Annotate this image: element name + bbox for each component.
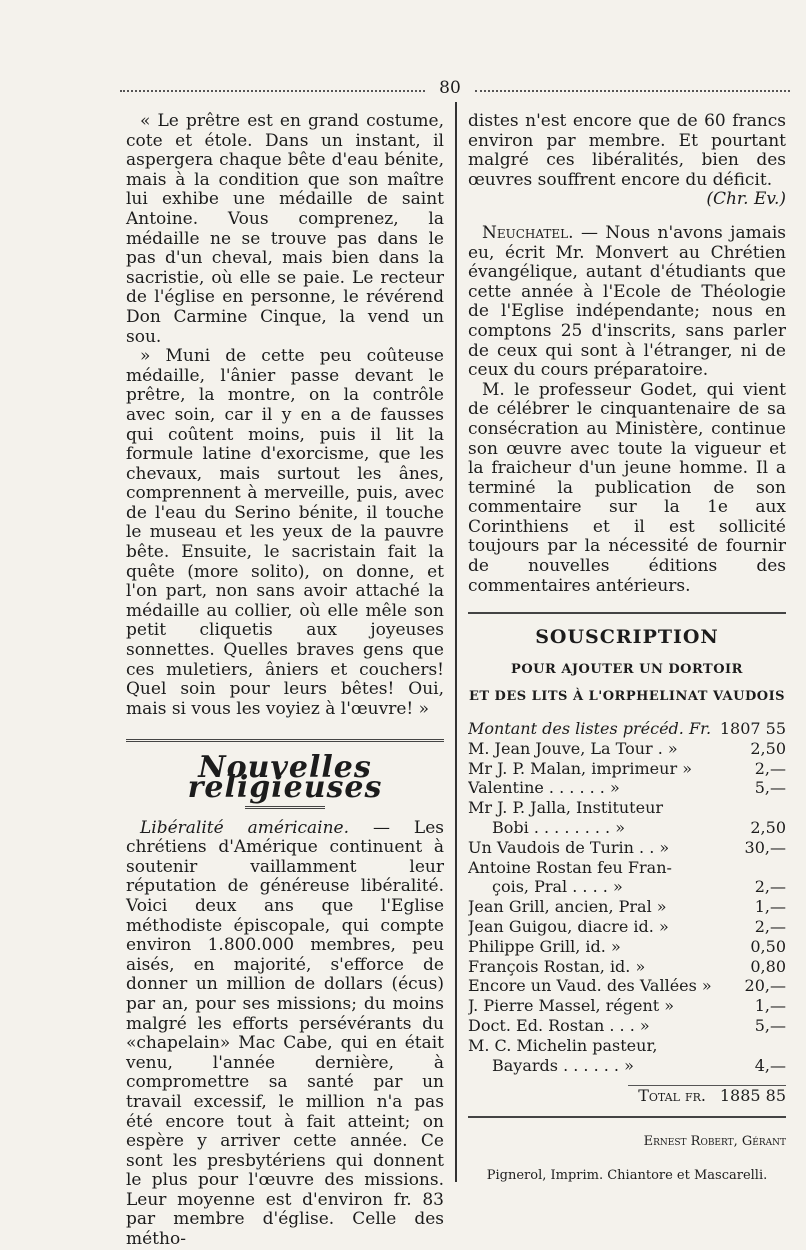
souscription-subtitle: ET DES LITS À L'ORPHELINAT VAUDOIS (468, 689, 786, 705)
list-row: Montant des listes précéd. Fr. 1807 55 (468, 719, 786, 739)
total-label: Total fr. (638, 1086, 706, 1106)
neuchatel-label: Neuchatel. (482, 222, 574, 243)
list-row: M. C. Michelin pasteur, (468, 1035, 658, 1055)
neuchatel-paragraph (468, 224, 786, 381)
list-row: Bobi . . . . . . . . » 2,50 (492, 818, 786, 838)
article-text: — Les chrétiens d'Amérique continuent à soutenir vaillamment leur réputation de généreuse libéralité. Voici deux ans que l'Eglise méthodiste épiscopale, qui compte environ 1.800.000 membres, peu aisés, en majorité, s'efforce de donner un million de dollars (écus) par an, pour ses missions; du moins malgré les efforts persévérants du «chapelain» Mac Cabe, qui en était venu, l'année dernière, à compromettre sa santé par un travail excessif, le million n'a pas été encore tout à fait atteint; on espère y arriver cette année. Ce sont les presbytériens qui donnent le plus pour l'œuvre des missions. Leur moyenne est d'environ fr. 83 par membre d'église. Celle des métho- (126, 817, 444, 1250)
article-paragraph (126, 819, 444, 1250)
section-title: Nouvelles religieuses (187, 750, 383, 805)
continued-paragraph: distes n'est encore que de 60 francs environ par membre. Et pourtant malgré ces libéralités, bien des œuvres souffrent encore du déficit. (468, 111, 786, 190)
list-row: çois, Pral . . . . » 2,— (492, 877, 786, 897)
list-row: Bayards . . . . . . » 4,— (492, 1055, 786, 1075)
total-amount: 1885 85 (719, 1086, 786, 1106)
story-paragraph: « Le prêtre est en grand costume, cote et étole. Dans un instant, il aspergera chaque bête d'eau bénite, mais à la condition que son maître lui exhibe une médaille de saint Antoine. Vous comprenez, la médaille ne se trouve pas dans le pas d'un cheval, mais bien dans la sacristie, où elle se paie. Le recteur de l'église en personne, le révérend Don Carmine Cinque, la vend un sou. (126, 111, 444, 347)
story-paragraph: » Muni de cette peu coûteuse médaille, l'ânier passe devant le prêtre, la montre, on la contrôle avec soin, car il y en a de fausses qui coûtent moins, puis il lit la formule latine d'exorcisme, que les chevaux, mais surtout les ânes, comprennent à merveille, puis, avec de l'eau du Serino bénite, il touche le museau et les yeux de la pauvre bête. Ensuite, le sacristain fait la quête (more solito), on donne, et l'on part, non sans avoir attaché la médaille au collier, où elle mêle son petit cliquetis aux joyeuses sonnettes. Quelles braves gens que ces muletiers, âniers et couchers! Quel soin pour leurs bêtes! Oui, mais si vous les voyiez à l'œuvre! » (126, 346, 444, 719)
total-row (468, 1086, 786, 1106)
printer-line: Pignerol, Imprim. Chiantore et Mascarelli. (486, 1167, 768, 1183)
gerant-signature: Ernest Robert, Gérant (643, 1134, 786, 1150)
souscription-divider (468, 612, 786, 614)
right-column (468, 112, 786, 1185)
page-header (120, 80, 790, 102)
list-row: Jean Guigou, diacre id. » 2,— (468, 917, 786, 936)
godet-paragraph: M. le professeur Godet, qui vient de célébrer le cinquantenaire de sa consécration au Ministère, continue son œuvre avec toute la vigueur et la fraicheur d'un jeune homme. Il a terminé la publication de son commentaire sur la 1e aux Corinthiens et il est sollicité toujours par la nécessité de fournir de nouvelles éditions des commentaires antérieurs. (468, 379, 786, 596)
list-row: Encore un Vaud. des Vallées » 20,— (468, 976, 786, 996)
list-row: Un Vaudois de Turin . . » 30,— (468, 837, 786, 857)
left-column (126, 112, 444, 1250)
list-row: M. Jean Jouve, La Tour . » 2,50 (468, 738, 786, 758)
neuchatel-text: — Nous n'avons jamais eu, écrit Mr. Monvert au Chrétien évangélique, autant d'étudiants que cette année à l'Ecole de Théologie de l'Eglise indépendante; nous en comptons 25 d'inscrits, sans parler de ceux qui sont à l'étranger, ni de ceux du cours préparatoire. (468, 222, 786, 381)
list-row: Philippe Grill, id. » 0,50 (468, 936, 786, 956)
title-ornament (245, 806, 325, 809)
list-row: François Rostan, id. » 0,80 (468, 956, 786, 976)
header-rule-left (120, 90, 425, 92)
list-row: Mr J. P. Malan, imprimeur » 2,— (468, 758, 786, 778)
footer-divider (468, 1116, 786, 1118)
list-row: Jean Grill, ancien, Pral » 1,— (468, 897, 786, 917)
souscription-subtitle: POUR AJOUTER UN DORTOIR (511, 661, 743, 677)
subscription-list (468, 719, 786, 1106)
list-row: Antoine Rostan feu Fran- (468, 857, 672, 877)
section-divider (126, 739, 444, 742)
page-number: 80 (439, 78, 461, 98)
list-row: Valentine . . . . . . » 5,— (468, 778, 786, 798)
article-heading: Libéralité américaine. (140, 817, 350, 838)
souscription-title: SOUSCRIPTION (535, 626, 719, 649)
source-signature: (Chr. Ev.) (706, 189, 786, 210)
list-row: J. Pierre Massel, régent » 1,— (468, 996, 786, 1016)
column-divider (455, 102, 457, 1182)
header-rule-right (475, 90, 790, 92)
list-row: Mr J. P. Jalla, Instituteur (468, 798, 664, 818)
list-row: Doct. Ed. Rostan . . . » 5,— (468, 1015, 786, 1035)
